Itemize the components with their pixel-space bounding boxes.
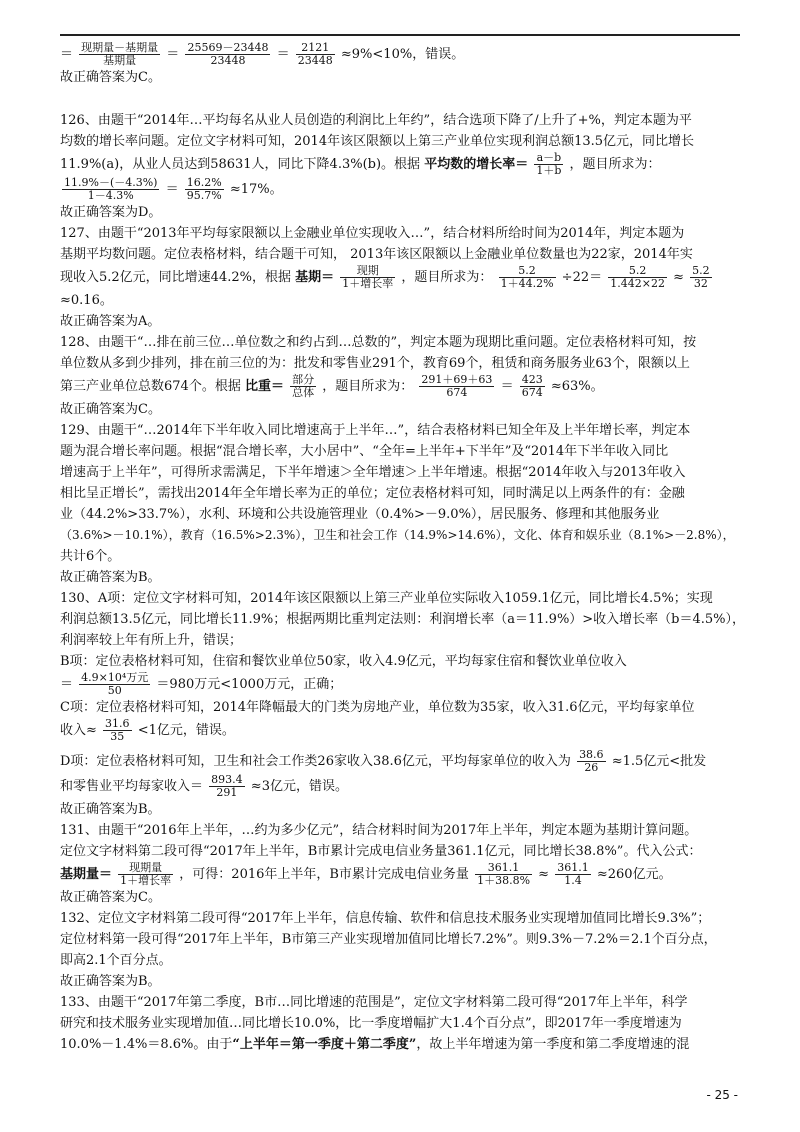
answer-line: 故正确答案为C。 xyxy=(60,402,161,417)
numerator: 现期量 xyxy=(118,862,173,875)
fraction xyxy=(296,42,335,67)
document-body xyxy=(60,42,750,1055)
numerator: 5.2 xyxy=(499,265,556,278)
q129-text: （3.6%>－10.1%），教育（16.5%>2.3%），卫生和社会工作（14.9%>14.6%），文化、体育和娱乐业（8.1%>－2.8%）， xyxy=(60,528,735,542)
answer-line: 故正确答案为B。 xyxy=(60,570,161,585)
fraction xyxy=(475,862,532,887)
q126-formula-line xyxy=(60,152,750,177)
denominator: 1＋44.2% xyxy=(500,277,554,290)
text: ≈0.16。 xyxy=(60,293,113,308)
q129-text: 相比呈正增长”，需找出2014年全年增长率为正的单位；定位表格材料可知，同时满足以上两条件的有：金融 xyxy=(60,486,685,501)
text: ÷22＝ xyxy=(561,270,603,285)
numerator: 16.2% xyxy=(186,176,222,189)
top-formula-line xyxy=(60,42,750,67)
denominator: 1＋增长率 xyxy=(342,277,394,290)
q130-d-line xyxy=(60,749,750,774)
denominator: 总体 xyxy=(292,386,315,399)
text: ≈1.5亿元<批发 xyxy=(611,754,707,769)
text: ＝ xyxy=(500,379,514,394)
fraction xyxy=(608,265,667,290)
fraction xyxy=(79,42,160,67)
denominator: 1.442×22 xyxy=(610,277,665,290)
fraction xyxy=(555,862,591,887)
q132-text: 定位材料第一段可得“2017年上半年，B市第三产业实现增加值同比增长7.2%”。则9.3%－7.2%＝2.1个百分点， xyxy=(60,932,717,947)
numerator: 291＋69＋63 xyxy=(421,373,493,386)
fraction xyxy=(118,862,173,887)
text: 11.9%(a)，从业人员达到58631人，同比下降4.3%(b)。根据 xyxy=(60,157,421,172)
numerator: a－b xyxy=(534,152,563,165)
text: <1亿元，错误。 xyxy=(137,723,235,738)
text: 和零售业平均每家收入＝ xyxy=(60,779,204,794)
formula-label: “上半年＝第一季度＋第二季度” xyxy=(232,1037,417,1052)
fraction xyxy=(690,265,712,290)
fraction xyxy=(185,177,224,202)
fraction xyxy=(62,177,159,202)
formula-label: 基期＝ xyxy=(295,270,335,285)
q130-text: C项：定位表格材料可知，2014年降幅最大的门类为房地产业，单位数为35家，收入31.6亿元，平均每家单位 xyxy=(60,700,695,715)
numerator: 361.1 xyxy=(557,861,589,874)
denominator: 1＋增长率 xyxy=(120,874,172,887)
denominator: 1＋38.8% xyxy=(477,874,531,887)
q127-text: 基期平均数问题。定位表格材料，结合题干可知， 2013年该区限额以上金融业单位数量也为22家，2014年实 xyxy=(60,247,693,262)
q129-text: 题为混合增长率问题。根据“混合增长率，大小居中”、“全年=上半年+下半年”及“2014年下半年收入同比 xyxy=(60,444,669,459)
text: 收入≈ xyxy=(60,723,97,738)
answer-line: 故正确答案为B。 xyxy=(60,974,161,989)
q130-c-line xyxy=(60,718,750,743)
header-rule xyxy=(60,34,740,36)
text: D项：定位表格材料可知，卫生和社会工作类26家收入38.6亿元，平均每家单位的收入为 xyxy=(60,754,571,769)
text: ，题目所求为： xyxy=(322,379,414,394)
text: ，题目所求为： xyxy=(401,270,493,285)
fraction xyxy=(103,718,132,743)
q129-text: 业（44.2%>33.7%），水利、环境和公共设施管理业（0.4%>－9.0%），居民服务、修理和其他服务业 xyxy=(60,507,660,522)
fraction xyxy=(185,42,270,67)
fraction xyxy=(499,265,556,290)
equals-sign: ＝ xyxy=(276,47,290,62)
denominator: 23448 xyxy=(210,54,246,67)
q130-text: 利润率较上年有所上升，错误； xyxy=(60,633,243,648)
numerator: 2121 xyxy=(296,42,335,55)
denominator: 基期量 xyxy=(103,54,137,67)
text: ≈260亿元。 xyxy=(596,867,672,882)
text: ≈ xyxy=(538,867,550,882)
denominator: 291 xyxy=(216,786,238,799)
denominator: 50 xyxy=(107,684,122,697)
denominator: 1.4 xyxy=(564,874,582,887)
text: ，可得：2016年上半年，B市累计完成电信业务量 xyxy=(179,867,469,882)
numerator: 4.9×10⁴万元 xyxy=(81,671,149,684)
denominator: 674 xyxy=(446,386,468,399)
q133-text: 133、由题干“2017年第二季度，B市…同比增速的范围是”，定位文字材料第二段可得“2017年上半年，科学 xyxy=(60,995,688,1010)
denominator: 1－4.3% xyxy=(87,189,134,202)
q133-text xyxy=(60,1034,750,1055)
denominator: 23448 xyxy=(297,54,333,67)
text: ≈63%。 xyxy=(550,379,604,394)
numerator: 38.6 xyxy=(579,748,604,761)
answer-line: 故正确答案为B。 xyxy=(60,802,161,817)
q126-text: 126、由题干“2014年…平均每名从业人员创造的利润比上年约”，结合选项下降了/上升了+%，判定本题为平 xyxy=(60,113,692,128)
text: 现收入5.2亿元，同比增速44.2%，根据 xyxy=(60,270,291,285)
fraction xyxy=(577,749,606,774)
answer-line: 故正确答案为C。 xyxy=(60,890,161,905)
numerator: 361.1 xyxy=(475,862,532,875)
fraction xyxy=(534,152,563,177)
text: ≈17%。 xyxy=(229,182,283,197)
equals-sign: ＝ xyxy=(166,47,180,62)
text: 第三产业单位总数674个。根据 xyxy=(60,379,241,394)
numerator: 11.9%－(－4.3%) xyxy=(64,176,158,189)
formula-label: 平均数的增长率＝ xyxy=(424,157,529,172)
numerator: 893.4 xyxy=(211,773,243,786)
q127-formula-line xyxy=(60,265,750,311)
text: ，故上半年增速为第一季度和第二季度增速的混 xyxy=(416,1037,690,1052)
fraction xyxy=(290,374,316,399)
q126-calc-line: $\frac{11.9\%-(-4.3\%)}{1-4.3\%}$ ＝ $\frac{16.2\%}{95.7\%}$ ≈17%。 xyxy=(64,176,283,202)
text: ≈9%<10%，错误。 xyxy=(340,47,465,62)
q132-text: 132、定位文字材料第二段可得“2017年上半年，信息传输、软件和信息技术服务业实现增加值同比增长9.3%”； xyxy=(60,911,711,926)
q130-text: B项：定位表格材料可知，住宿和餐饮业单位50家，收入4.9亿元，平均每家住宿和餐饮业单位收入 xyxy=(60,654,627,669)
text: ≈ xyxy=(673,270,685,285)
page-number: - 25 - xyxy=(706,1088,738,1102)
text: ＝980万元<1000万元，正确； xyxy=(156,677,343,692)
q131-text: 定位文字材料第二段可得“2017年上半年，B市累计完成电信业务量361.1亿元，同比增长38.8%”。代入公式： xyxy=(60,844,702,859)
numerator: 部分 xyxy=(292,373,315,386)
numerator: 5.2 xyxy=(692,264,710,277)
text: 10.0%－1.4%＝8.6%。由于 xyxy=(60,1037,233,1052)
fraction xyxy=(340,265,395,290)
q131-formula-line xyxy=(60,862,750,887)
answer-line: 故正确答案为D。 xyxy=(60,205,162,220)
fraction xyxy=(79,672,150,697)
numerator: 现期 xyxy=(340,265,395,278)
denominator: 35 xyxy=(110,730,125,743)
q130-text: 利润总额13.5亿元，同比增长11.9%；根据两期比重判定法则：利润增长率（a＝11.9%）>收入增长率（b＝4.5%）， xyxy=(60,612,746,627)
q133-text: 研究和技术服务业实现增加值…同比增长10.0%，比一季度增幅扩大1.4个百分点”，即2017年一季度增速为 xyxy=(60,1016,682,1031)
numerator: 423 xyxy=(521,373,543,386)
q126-text: 均数的增长率问题。定位文字材料可知，2014年该区限额以上第三产业单位实现利润总额13.5亿元，同比增长 xyxy=(60,134,695,149)
text: ，题目所求为： xyxy=(569,157,661,172)
denominator: 32 xyxy=(693,277,708,290)
q130-b-line xyxy=(60,672,750,697)
q130-e-line xyxy=(60,774,750,799)
denominator: 95.7% xyxy=(186,189,222,202)
q128-text: 128、由题干“…排在前三位…单位数之和约占到…总数的”，判定本题为现期比重问题。定位表格材料可知，按 xyxy=(60,335,697,350)
answer-line: 故正确答案为C。 xyxy=(60,70,161,85)
text: ≈3亿元，错误。 xyxy=(250,779,348,794)
equals-sign: ＝ xyxy=(60,47,74,62)
fraction xyxy=(209,774,245,799)
numerator: 5.2 xyxy=(608,265,667,278)
q132-text: 即高2.1个百分点。 xyxy=(60,953,172,968)
denominator: 674 xyxy=(521,386,543,399)
denominator: 26 xyxy=(584,761,599,774)
q131-text: 131、由题干“2016年上半年，…约为多少亿元”，结合材料时间为2017年上半年，判定本题为基期计算问题。 xyxy=(60,823,698,838)
q128-formula-line xyxy=(60,374,750,399)
q130-text: 130、A项：定位文字材料可知，2014年该区限额以上第三产业单位实际收入1059.1亿元，同比增长4.5%；实现 xyxy=(60,591,713,606)
answer-line: 故正确答案为A。 xyxy=(60,314,161,329)
formula-label: 基期量＝ xyxy=(60,867,113,882)
numerator: 31.6 xyxy=(105,717,130,730)
denominator: 1＋b xyxy=(536,164,562,177)
fraction xyxy=(520,374,545,399)
text: ＝ xyxy=(60,677,74,692)
q127-text: 127、由题干“2013年平均每家限额以上金融业单位实现收入…”，结合材料所给时间为2014年，判定本题为 xyxy=(60,226,685,241)
formula-label: 比重＝ xyxy=(244,379,284,394)
q129-text: 129、由题干“…2014年下半年收入同比增速高于上半年…”，结合表格材料已知全年及上半年增长率，判定本 xyxy=(60,423,691,438)
q129-text: 共计6个。 xyxy=(60,549,121,564)
numerator: 25569－23448 xyxy=(187,41,269,54)
fraction xyxy=(419,374,494,399)
numerator: 现期量－基期量 xyxy=(81,41,159,54)
q129-text: 增速高于上半年”，可得所求需满足，下半年增速＞全年增速＞上半年增速。根据“2014年收入与2013年收入 xyxy=(60,465,686,480)
q128-text: 单位数从多到少排列，排在前三位的为：批发和零售业291个，教育69个，租赁和商务服务业63个，限额以上 xyxy=(60,356,690,371)
